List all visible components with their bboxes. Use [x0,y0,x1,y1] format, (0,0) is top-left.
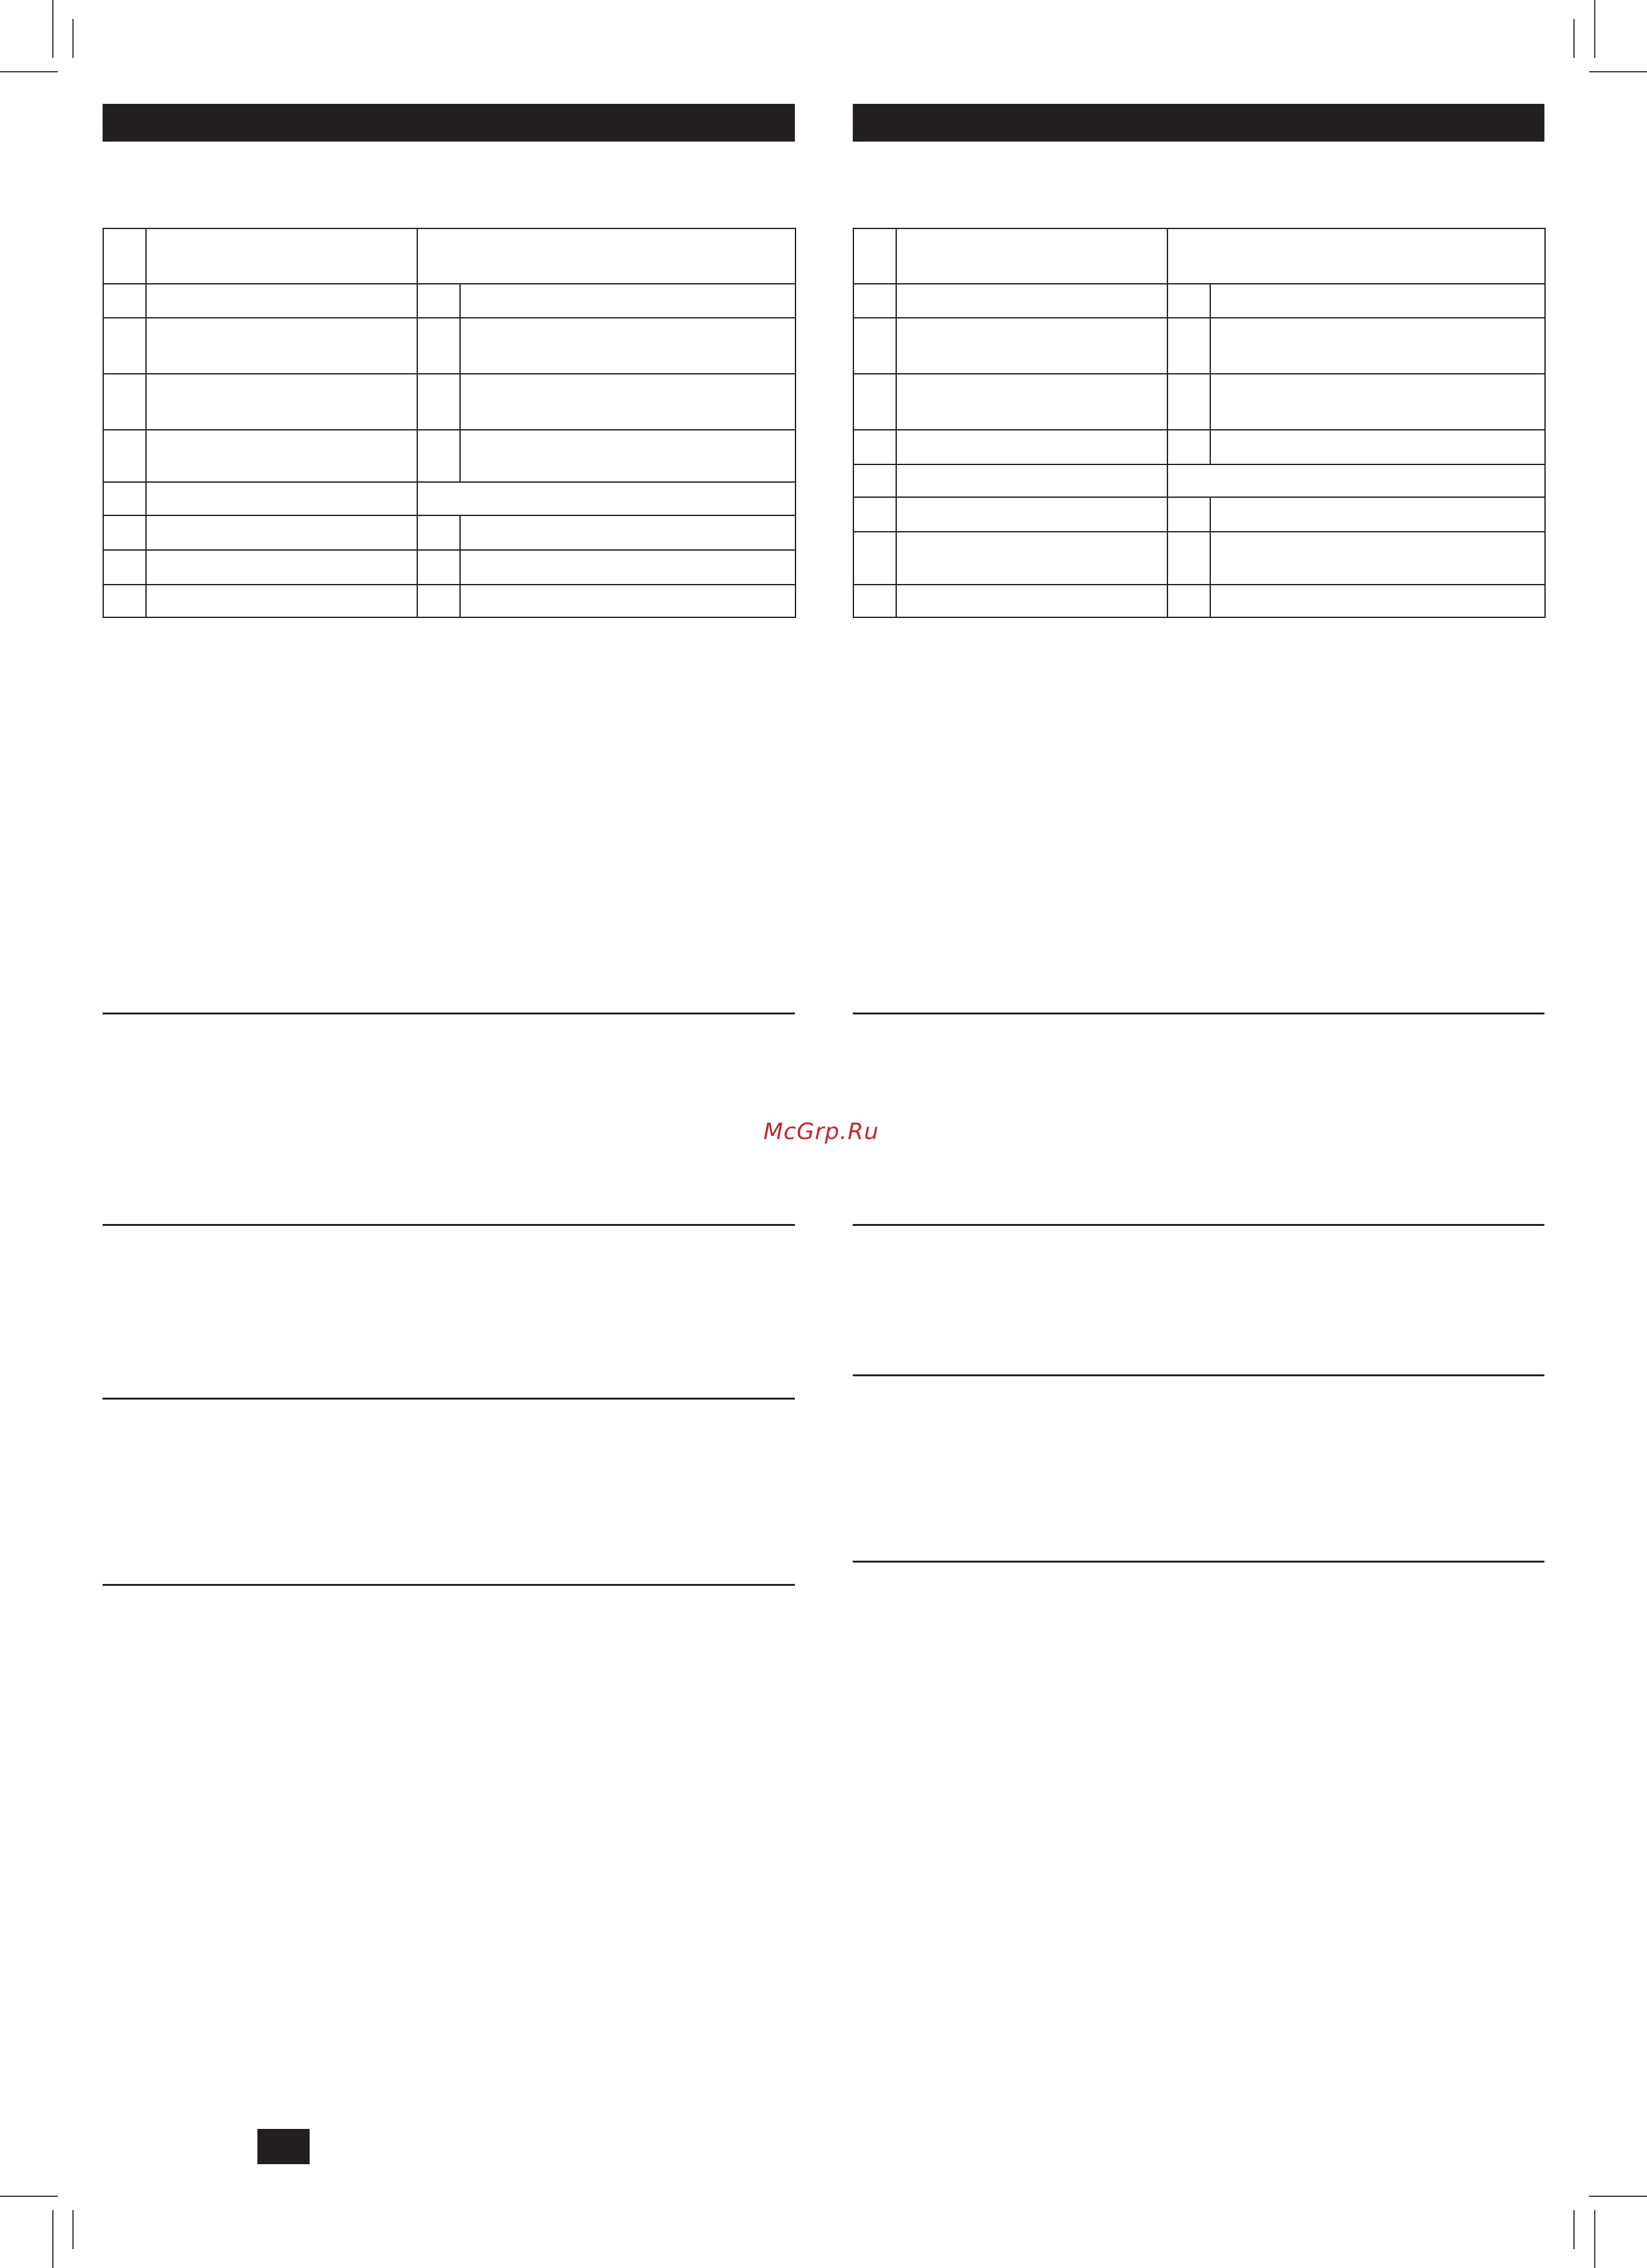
section-rule [103,1398,795,1400]
table-row [853,532,1545,585]
table-cell [896,430,1167,464]
table-cell [146,585,417,617]
table-cell [1167,284,1210,318]
table-cell [417,374,460,430]
table-cell [417,318,460,374]
crop-mark [52,2210,53,2268]
table-row [103,515,795,550]
table-cell [103,550,146,585]
table-row [853,430,1545,464]
table-cell [460,585,795,617]
table-cell [896,464,1167,497]
section-header-bar-left [103,104,795,142]
table-cell [103,515,146,550]
table-row [103,550,795,585]
table-cell [896,497,1167,532]
section-rule [853,1224,1544,1226]
table-cell [417,430,460,482]
table-cell [1167,228,1545,284]
table-cell [417,284,460,318]
table-row [103,318,795,374]
table-cell [1210,532,1545,585]
table-cell [896,318,1167,374]
table-cell [146,318,417,374]
table-cell [103,585,146,617]
table-cell [853,430,896,464]
table-cell [896,532,1167,585]
table-cell [1167,464,1545,497]
table-cell [1167,585,1210,617]
crop-mark [72,19,74,58]
table-cell [1210,497,1545,532]
crop-mark [1589,71,1647,72]
table-row [103,374,795,430]
watermark: McGrp.Ru [763,1119,879,1145]
table-row [103,585,795,617]
table-cell [103,228,146,284]
table-cell [146,374,417,430]
table-cell [853,585,896,617]
section-header-bar-right [853,104,1544,142]
crop-mark [1589,2196,1647,2197]
table-cell [853,532,896,585]
table-cell [460,550,795,585]
table-header-row [103,228,795,284]
table-cell [896,585,1167,617]
table-cell [1210,284,1545,318]
table-row [103,284,795,318]
table-cell [896,374,1167,430]
table-cell [896,284,1167,318]
table-cell [853,497,896,532]
crop-mark [1594,0,1595,58]
table-cell [1210,318,1545,374]
table-cell [853,464,896,497]
spec-table-left [103,228,796,618]
table-row [853,497,1545,532]
table-cell [1167,430,1210,464]
crop-mark [1594,2210,1595,2268]
table-cell [1167,374,1210,430]
spec-table-right [853,228,1546,618]
crop-mark [52,0,53,58]
table-row [853,464,1545,497]
table-cell [460,374,795,430]
table-row [103,430,795,482]
table-cell [460,515,795,550]
table-cell [853,374,896,430]
table-cell [1167,532,1210,585]
table-cell [417,228,795,284]
table-row [853,318,1545,374]
table-cell [103,284,146,318]
table-row [853,585,1545,617]
section-rule [103,1013,795,1014]
table-cell [460,318,795,374]
table-cell [853,284,896,318]
table-cell [146,515,417,550]
page-number-tab [257,2129,310,2164]
table-row [853,284,1545,318]
table-cell [1210,585,1545,617]
table-cell [460,284,795,318]
table-cell [853,228,896,284]
table-cell [103,318,146,374]
table-cell [1167,318,1210,374]
section-rule [853,1561,1544,1563]
section-rule [103,1224,795,1226]
table-header-row [853,228,1545,284]
crop-mark [1573,2210,1575,2249]
table-cell [853,318,896,374]
crop-mark [0,2196,58,2197]
table-cell [1167,497,1210,532]
table-cell [460,430,795,482]
table-cell [146,430,417,482]
table-cell [1210,374,1545,430]
table-cell [417,482,795,515]
table-cell [103,374,146,430]
table-cell [146,550,417,585]
table-cell [146,228,417,284]
section-rule [853,1013,1544,1014]
table-row [853,374,1545,430]
table-cell [896,228,1167,284]
table-cell [103,482,146,515]
section-rule [103,1584,795,1586]
crop-mark [72,2210,74,2249]
table-cell [417,585,460,617]
table-cell [103,430,146,482]
table-cell [417,515,460,550]
section-rule [853,1374,1544,1376]
table-cell [146,482,417,515]
table-cell [1210,430,1545,464]
table-cell [417,550,460,585]
table-row [103,482,795,515]
crop-mark [1573,19,1575,58]
crop-mark [0,71,58,72]
table-cell [146,284,417,318]
